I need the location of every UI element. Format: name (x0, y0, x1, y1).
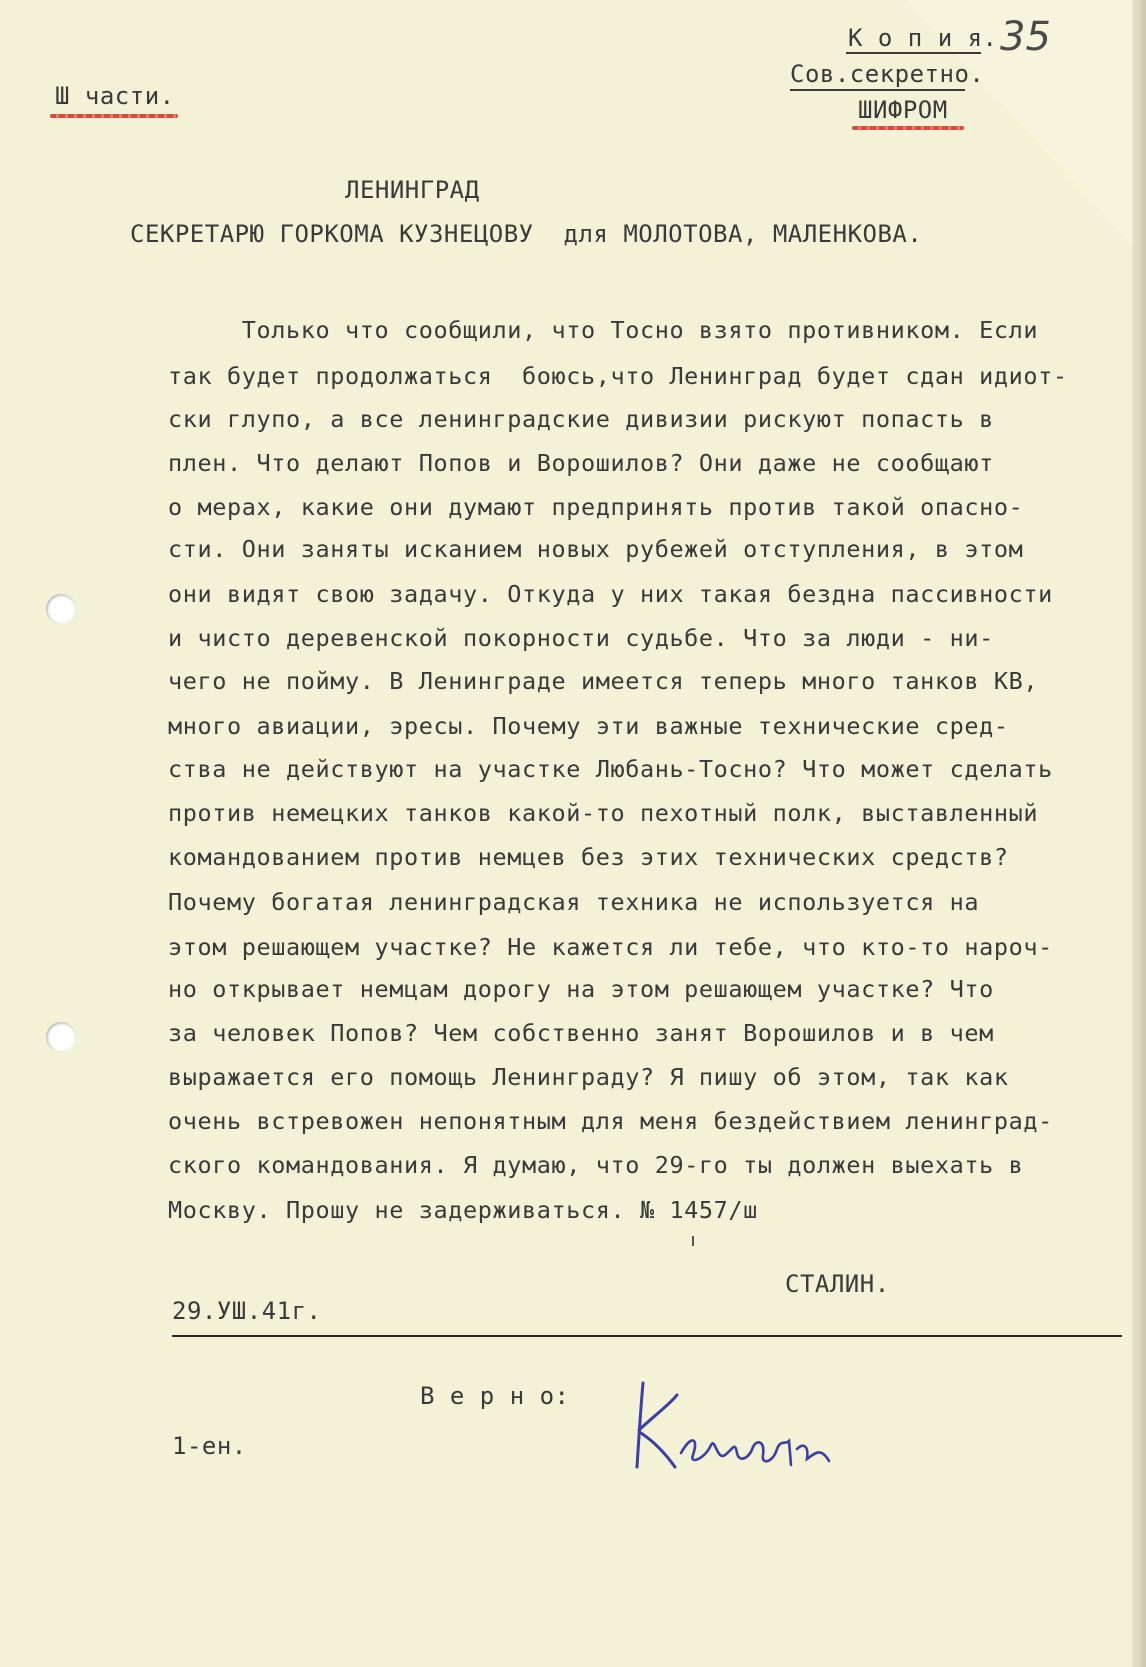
body-line: против немецких танков какой-то пехотный полк, выставленный (168, 799, 1039, 827)
body-line: Почему богатая ленинградская техника не используется на (168, 888, 980, 916)
cipher-label: ШИФРОМ (858, 96, 948, 124)
ink-mark (692, 1236, 694, 1246)
part-label: Ш части. (55, 82, 175, 110)
horizontal-rule (172, 1335, 1122, 1337)
body-line: и чисто деревенской покорности судьбе. Что за люди - ни- (168, 624, 994, 652)
recipient-line: СЕКРЕТАРЮ ГОРКОМА КУЗНЕЦОВУ для МОЛОТОВА, МАЛЕНКОВА. (130, 220, 923, 248)
date-label: 29.УШ.41г. (172, 1297, 322, 1325)
body-line: командованием против немцев без этих технических средств? (168, 843, 1009, 871)
body-line: о мерах, какие они думают предпринять против такой опасно- (168, 493, 1024, 521)
signature-typed: СТАЛИН. (785, 1270, 890, 1298)
body-line: за человек Попов? Чем собственно занят Ворошилов и в чем (168, 1019, 994, 1047)
body-line: ства не действуют на участке Любань-Тосно? Что может сделать (168, 755, 1053, 783)
body-line: много авиации, эресы. Почему эти важные технические сред- (168, 712, 1009, 740)
body-line: этом решающем участке? Не кажется ли тебе, что кто-то нароч- (168, 933, 1053, 961)
copy-label: К о п и я. (848, 24, 998, 52)
page-edge (1132, 0, 1146, 1667)
body-line: ского командования. Я думаю, что 29-го ты должен выехать в (168, 1151, 1024, 1179)
body-line: Только что сообщили, что Тосно взято противником. Если (168, 316, 1039, 344)
page-number-handwritten: 35 (1000, 14, 1051, 60)
body-line: плен. Что делают Попов и Ворошилов? Они даже не сообщают (168, 449, 994, 477)
copies-count: 1-ен. (172, 1432, 247, 1460)
certified-label: В е р н о: (420, 1382, 570, 1410)
secrecy-label: Сов.секретно. (790, 60, 985, 88)
punch-hole-lower (46, 1022, 76, 1052)
handwritten-signature (625, 1375, 855, 1485)
body-line: выражается его помощь Ленинграду? Я пишу об этом, так как (168, 1063, 1009, 1091)
cipher-red-underline (852, 126, 964, 130)
body-line: так будет продолжаться боюсь,что Ленинград будет сдан идиот- (168, 362, 1068, 390)
body-line: но открывает немцам дорогу на этом решающем участке? Что (168, 975, 994, 1003)
punch-hole-upper (46, 594, 76, 624)
body-line: ски глупо, а все ленинградские дивизии рискуют попасть в (168, 405, 994, 433)
copy-underline (846, 52, 981, 54)
body-line: сти. Они заняты исканием новых рубежей отступления, в этом (168, 535, 1024, 563)
body-line: Москву. Прошу не задерживаться. № 1457/ш (168, 1196, 758, 1224)
body-line: они видят свою задачу. Откуда у них такая бездна пассивности (168, 580, 1053, 608)
city-heading: ЛЕНИНГРАД (345, 176, 480, 204)
part-red-underline (50, 114, 178, 118)
secrecy-underline (790, 89, 965, 91)
body-line: чего не пойму. В Ленинграде имеется теперь много танков КВ, (168, 667, 1039, 695)
body-line: очень встревожен непонятным для меня бездействием ленинград- (168, 1107, 1053, 1135)
